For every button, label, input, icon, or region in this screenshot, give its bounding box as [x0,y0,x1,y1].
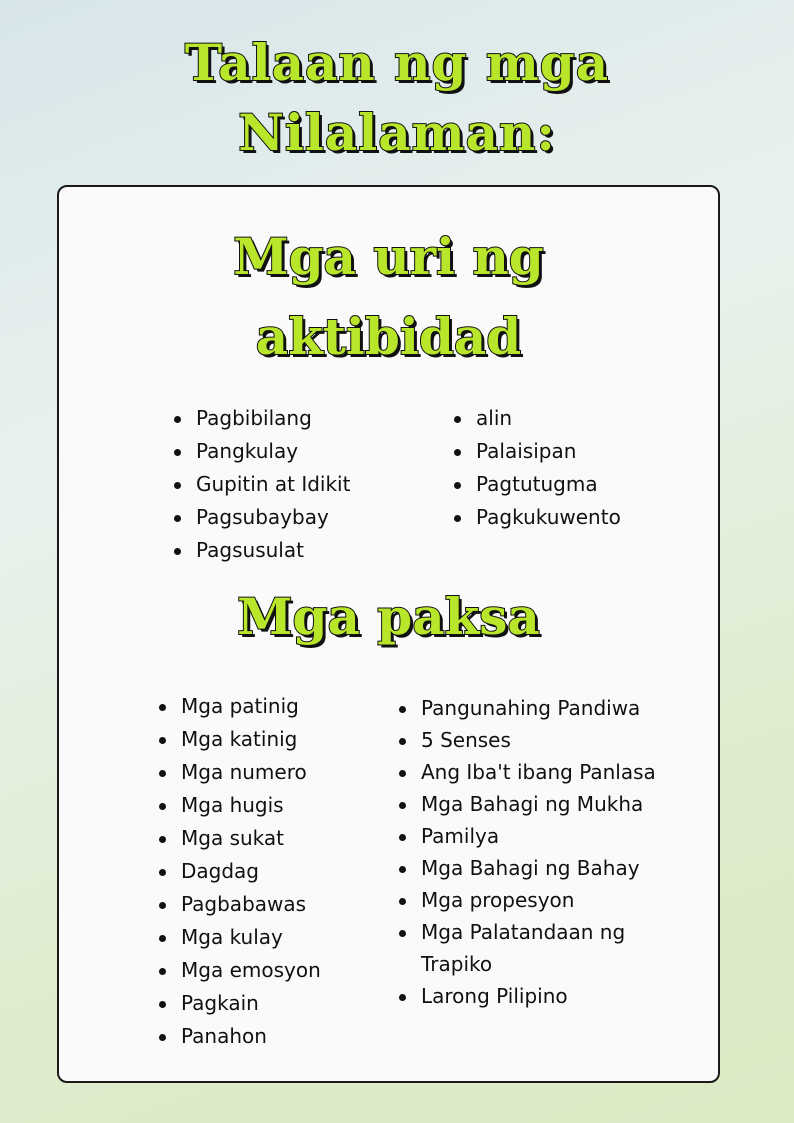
activities-heading-line-1: Mga uri ng [233,227,544,286]
list-item: Dagdag [159,855,321,888]
list-item: Pagtutugma [454,468,621,501]
list-item: Mga numero [159,756,321,789]
list-item: Palaisipan [454,435,621,468]
activities-heading-line-2: aktibidad [255,307,522,366]
list-item: Pagsusulat [174,534,350,567]
activities-list-right [454,402,621,534]
page-title [0,28,794,168]
list-item: 5 Senses [399,724,661,756]
list-item: Gupitin at Idikit [174,468,350,501]
list-item: Larong Pilipino [399,980,661,1012]
list-item: Mga propesyon [399,884,661,916]
list-item: Mga katinig [159,723,321,756]
list-item: Mga hugis [159,789,321,822]
list-item: Panahon [159,1020,321,1053]
list-item: Mga Bahagi ng Mukha [399,788,661,820]
topics-list-right [399,692,661,1012]
list-item: alin [454,402,621,435]
list-item: Ang Iba't ibang Panlasa [399,756,661,788]
list-item: Mga patinig [159,690,321,723]
list-item: Mga kulay [159,921,321,954]
list-item: Pangunahing Pandiwa [399,692,661,724]
topics-list-left [159,690,321,1053]
list-item: Pagbibilang [174,402,350,435]
list-item: Pagbabawas [159,888,321,921]
list-item: Mga emosyon [159,954,321,987]
contents-card [57,185,720,1083]
page-title-line-2: Nilalaman: [238,103,556,162]
list-item: Pagkukuwento [454,501,621,534]
list-item: Pamilya [399,820,661,852]
list-item: Pagkain [159,987,321,1020]
list-item: Pagsubaybay [174,501,350,534]
topics-heading: Mga paksa [237,587,540,646]
list-item: Mga sukat [159,822,321,855]
list-item: Mga Palatandaan ng Trapiko [399,916,661,980]
activities-heading [59,217,718,377]
list-item: Mga Bahagi ng Bahay [399,852,661,884]
list-item: Pangkulay [174,435,350,468]
page-title-line-1: Talaan ng mga [184,33,610,92]
activities-list-left [174,402,350,567]
